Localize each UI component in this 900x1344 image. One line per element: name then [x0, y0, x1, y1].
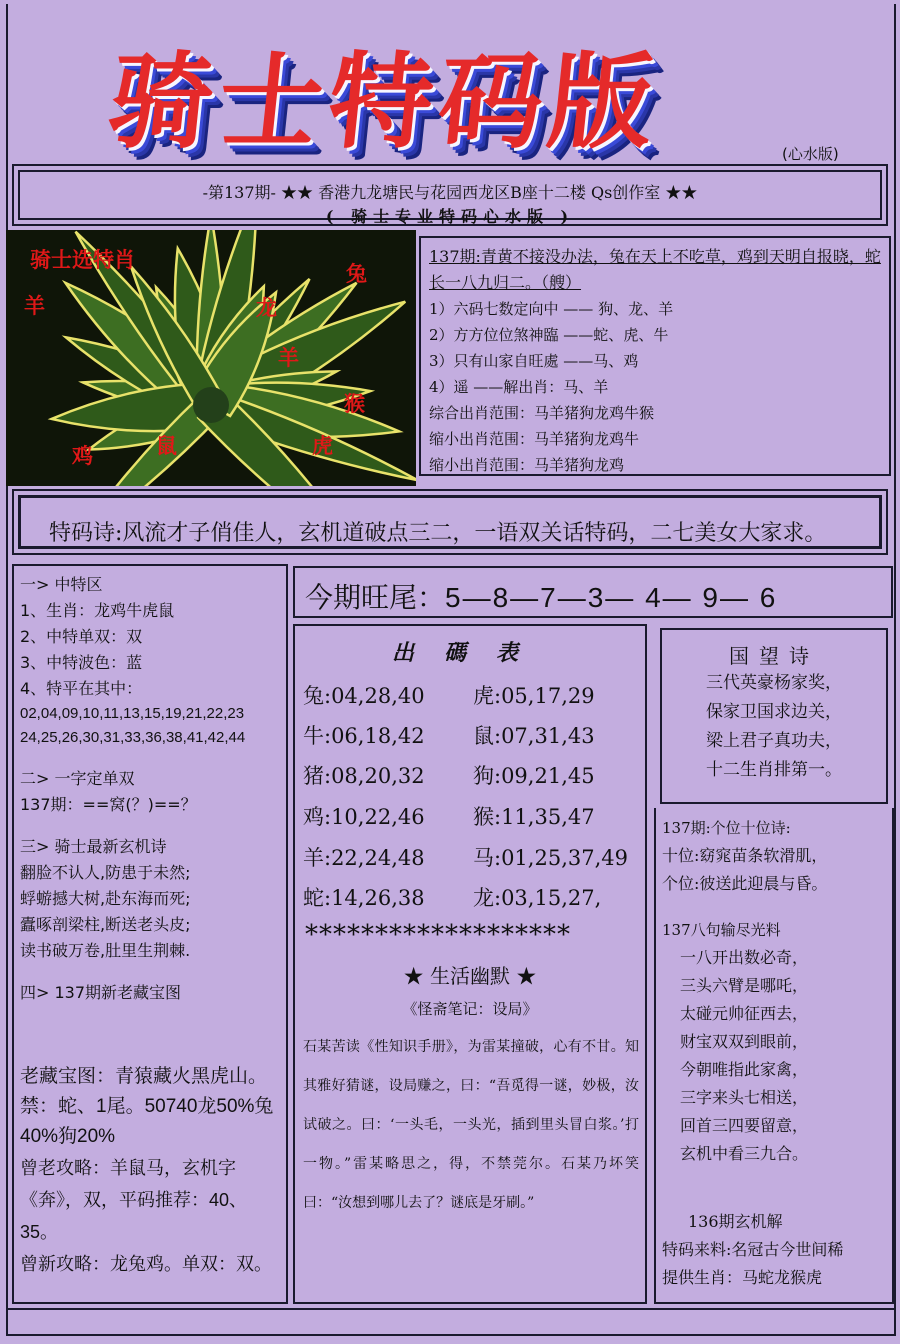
section-line: 4、特平在其中：: [20, 679, 143, 698]
prediction-line: 2）方方位位煞神臨 ——蛇、虎、牛: [429, 326, 669, 344]
national-poem-title: 国望诗: [729, 644, 819, 668]
code-cell: 龙:03,15,27,: [473, 886, 602, 910]
poem-line: 保家卫国求边关，: [706, 702, 842, 722]
zodiac-mark: 兔: [346, 262, 367, 286]
code-row: [303, 720, 595, 750]
code-cell: 猪:08,20,32: [303, 764, 425, 788]
zodiac-mark: 羊: [278, 346, 299, 370]
prediction-lead: 137期:青黄不接没办法，兔在天上不吃草，鸡到天明自报晓，蛇长一八九归二。（艘）: [429, 247, 881, 292]
prediction-line: 缩小出肖范围：马羊猪狗龙鸡: [429, 456, 625, 474]
code-table-title: 出碼表: [391, 640, 548, 666]
code-cell: 蛇:14,26,38: [303, 886, 425, 910]
eight-lines-title: 137八句输尽光料: [662, 921, 781, 939]
code-cell: 虎:05,17,29: [473, 684, 595, 708]
special-poem-text: 特码诗:风流才子俏佳人，玄机道破点三二，一语双关话特码，二七美女大家求。: [49, 521, 827, 546]
edition-label: (心水版): [782, 145, 839, 163]
treasure-map-text: 老藏宝图：青猿藏火黑虎山。禁：蛇、1尾。50740龙50%兔40%狗20%: [20, 1066, 274, 1147]
special-poem-bar: [12, 489, 888, 555]
poem-line: 蠹啄剖梁柱,断送老头皮;: [20, 915, 191, 934]
ones-line: 个位:彼送此迎晨与昏。: [662, 874, 828, 893]
poem-line: 回首三四要留意，: [680, 1116, 809, 1135]
poem-line: 读书破万卷,肚里生荆棘.: [20, 941, 191, 960]
number-list: 24,25,26,30,31,33,36,38,41,42,44: [20, 729, 246, 746]
poem-line: 财宝双双到眼前，: [680, 1032, 809, 1051]
poem-line: 三代英豪杨家奖，: [706, 673, 842, 693]
code-row: [303, 680, 595, 710]
page-border-left: [6, 4, 8, 1334]
page-border-right: [894, 4, 896, 1334]
national-poem-box: [660, 628, 888, 804]
prediction-line: 3）只有山家自旺處 ——马、鸡: [429, 352, 639, 370]
zodiac-mark: 虎: [312, 434, 333, 458]
humor-title: ★ 生活幽默 ★: [403, 964, 537, 988]
code-row: [303, 760, 595, 790]
code-cell: 马:01,25,37,49: [473, 846, 628, 870]
prediction-box: [419, 236, 891, 476]
prediction-line: 4）遥 ——解出肖：马、羊: [429, 378, 609, 396]
zodiac-mark: 鼠: [156, 434, 177, 458]
number-list: 02,04,09,10,11,13,15,19,21,22,23: [20, 705, 245, 722]
xuanji-line: 特码来料:名冠古今世间稀: [662, 1240, 844, 1259]
story-text: 石某苦读《性知识手册》，为雷某撞破，心有不甘。知其雅好猜谜，设局赚之，曰：“吾觅得一谜，妙极，汝试破之。曰：‘一头毛，一头光，插到里头冒白浆。’打一物。”雷某略思之，得，不禁莞尔。石某乃坏笑曰：“汝想到哪儿去了？谜底是牙刷。”: [303, 1039, 639, 1211]
code-cell: 鸡:10,22,46: [303, 805, 425, 829]
header-line-2: ( 骑士专业特码心水版 ): [325, 207, 575, 226]
bottom-bar: [6, 1308, 896, 1336]
xuanji-line: 提供生肖：马蛇龙猴虎: [662, 1268, 823, 1287]
story-title: 《怪斋笔记：设局》: [402, 1000, 538, 1018]
poem-line: 今朝唯指此家禽，: [680, 1060, 809, 1079]
photo-label: 骑士选特肖: [30, 248, 135, 272]
zodiac-mark: 羊: [24, 294, 45, 318]
code-cell: 兔:04,28,40: [303, 684, 425, 708]
agave-center: [193, 387, 229, 423]
zodiac-mark: 猴: [344, 392, 365, 416]
zodiac-mark: 龙: [256, 296, 277, 320]
prediction-line: 综合出肖范围：马羊猪狗龙鸡牛猴: [429, 404, 655, 422]
section-title: 一> 中特区: [20, 575, 103, 594]
section-line: 2、中特单双：双: [20, 627, 143, 646]
lucky-tail-box: [293, 566, 893, 618]
poem-line: 三字来头七相送，: [680, 1088, 809, 1107]
digit-poem-title: 137期:个位十位诗:: [662, 819, 791, 837]
header-line-1: -第137期- ★★ 香港九龙塘民与花园西龙区B座十二楼 Qs创作室 ★★: [202, 183, 698, 202]
code-cell: 羊:22,24,48: [303, 846, 425, 870]
code-row: [303, 882, 602, 912]
tens-line: 十位:窈窕苗条软滑肌，: [662, 846, 828, 865]
code-cell: 鼠:07,31,43: [473, 724, 595, 748]
code-row: [303, 801, 595, 831]
header-box: [12, 164, 888, 226]
poem-line: 一八开出数必奇，: [680, 948, 809, 967]
tail-label: 今期旺尾：: [305, 581, 446, 614]
star-divider: *******************: [305, 920, 571, 950]
code-cell: 狗:09,21,45: [473, 764, 595, 788]
poem-line: 翻脸不认人,防患于未然;: [20, 863, 191, 882]
new-strategy-text: 曾新攻略：龙兔鸡。单双：双。: [20, 1254, 272, 1274]
code-cell: 牛:06,18,42: [303, 724, 425, 748]
code-row: [303, 842, 628, 872]
poem-line: 三头六臂是哪吒，: [680, 976, 809, 995]
section-title: 二> 一字定单双: [20, 769, 135, 788]
poem-line: 十二生肖排第一。: [706, 760, 842, 780]
tail-value: 5—8—7—3— 4— 9— 6: [445, 582, 778, 613]
right-column: [654, 808, 894, 1304]
xuanji-title: 136期玄机解: [688, 1212, 783, 1231]
prediction-line: 缩小出肖范围：马羊猪狗龙鸡牛: [429, 430, 640, 448]
section-line: 1、生肖：龙鸡牛虎鼠: [20, 601, 175, 620]
poem-line: 玄机中看三九合。: [680, 1144, 809, 1163]
old-strategy-text: 曾老攻略：羊鼠马，玄机字《奔》，双，平码推荐：40、35。: [20, 1158, 248, 1242]
section-title: 四> 137期新老藏宝图: [20, 983, 182, 1002]
section-line: 137期：==窝(？)==？: [20, 795, 197, 814]
prediction-line: 1）六码七数定向中 —— 狗、龙、羊: [429, 300, 674, 318]
left-column: [12, 564, 288, 1304]
poem-line: 太碰元帅征西去，: [680, 1004, 809, 1023]
zodiac-mark: 鸡: [72, 444, 93, 468]
section-title: 三> 骑士最新玄机诗: [20, 837, 167, 856]
agave-photo: [6, 230, 416, 486]
section-line: 3、中特波色：蓝: [20, 653, 143, 672]
poem-line: 蜉蝣撼大树,赴东海而死;: [20, 889, 191, 908]
poem-line: 梁上君子真功夫，: [706, 731, 842, 751]
code-table-box: [293, 624, 647, 1304]
code-cell: 猴:11,35,47: [473, 805, 595, 829]
page-title: 骑士特码版: [102, 41, 666, 163]
